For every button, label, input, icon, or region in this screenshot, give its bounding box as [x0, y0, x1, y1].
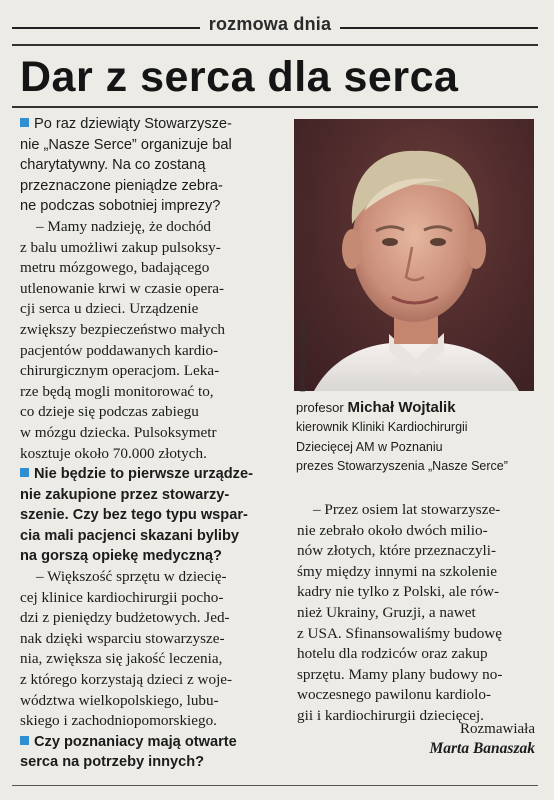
text-line: wództwa wielkopolskiego, lubu-: [20, 691, 219, 709]
text-line: nie „Nasze Serce” organizuje bal: [20, 136, 232, 153]
text-line: z USA. Sfinansowaliśmy budowę: [297, 624, 503, 642]
text-line: serca na potrzeby innych?: [20, 754, 205, 771]
caption-role-3: prezes Stowarzyszenia „Nasze Serce”: [296, 459, 508, 473]
bottom-rule: [12, 785, 538, 786]
text-line: – Mamy nadzieję, że dochód: [36, 217, 212, 235]
caption-name: Michał Wojtalik: [347, 399, 456, 416]
interview-question: [20, 732, 278, 773]
text-line: chirurgicznym operacjom. Lekа-: [20, 362, 220, 380]
text-line: nia, zwiększa się jakość leczenia,: [20, 650, 223, 668]
text-line: Nie będzie to pierwsze urządze-: [34, 466, 253, 483]
left-column: [20, 114, 278, 773]
caption-name-line: [296, 398, 536, 418]
text-line: nież Ukrainy, Gruzji, a nawet: [297, 603, 476, 621]
section-rubric: rozmowa dnia: [208, 14, 332, 34]
text-line: w mózgu dziecka. Pulsoksymetr: [20, 423, 217, 441]
text-line: śmy między innymi na szkolenie: [297, 562, 497, 580]
text-line: hotelu dla rodziców oraz zakup: [297, 645, 488, 663]
interview-answer: [20, 217, 278, 464]
text-line: cji serca u dzieci. Urządzenie: [20, 300, 199, 318]
interview-question: [20, 464, 278, 567]
text-line: ne podczas sobotniej imprezy?: [20, 198, 221, 215]
caption-title: profesor: [296, 400, 344, 415]
interview-question: [20, 114, 278, 217]
text-line: Czy poznaniacy mają otwarte: [34, 733, 237, 750]
text-line: szenie. Czy bez tego typu wspar-: [20, 507, 248, 524]
text-line: nak dzięki wsparciu stowarzysze-: [20, 629, 225, 647]
text-line: kosztuje około 70.000 złotych.: [20, 444, 207, 462]
portrait-illustration: [294, 119, 534, 391]
portrait-photo: [294, 119, 534, 391]
headline: Dar z serca dla serca: [20, 53, 459, 101]
text-line: – Większość sprzętu w dziecię-: [36, 568, 227, 586]
text-line: z którego korzystają dzieci z woje-: [20, 671, 233, 689]
caption-role-1: kierownik Kliniki Kardiochirurgii: [296, 420, 468, 434]
text-line: cia mali pacjenci skazani byliby: [20, 527, 240, 544]
right-column: [297, 500, 535, 727]
byline-author: Marta Banaszak: [429, 740, 535, 757]
text-line: z balu umożliwi zakup pulsoksy-: [20, 238, 221, 256]
photo-caption: [296, 398, 536, 477]
question-marker-icon: [20, 118, 29, 127]
text-line: na gorszą opiekę medyczną?: [20, 548, 222, 565]
text-line: nie zebrało około dwóch milio-: [297, 521, 488, 539]
text-line: dzi z pieniędzy budżetowych. Jed-: [20, 609, 230, 627]
text-line: metru mózgowego, badającego: [20, 259, 210, 277]
interview-answer: [20, 567, 278, 732]
byline: [297, 719, 535, 759]
text-line: nów złotych, które przeznaczyli-: [297, 542, 497, 560]
top-rule: [12, 44, 538, 46]
headline-rule: [12, 106, 538, 108]
caption-role-2: Dziecięcej AM w Poznaniu: [296, 439, 443, 454]
text-line: charytatywny. Na co zostaną: [20, 157, 206, 174]
text-line: utlenowanie krwi w czasie opera-: [20, 279, 225, 297]
text-line: przeznaczone pieniądze zebra-: [20, 177, 223, 194]
text-line: sprzętu. Mamy plany budowy no-: [297, 665, 503, 683]
text-line: – Przez osiem lat stowarzysze-: [313, 501, 501, 518]
text-line: rze będą mogli monitorować to,: [20, 382, 214, 400]
text-line: co dzieje się podczas zabiegu: [20, 403, 199, 421]
text-line: gii i kardiochirurgii dziecięcej.: [297, 706, 484, 724]
text-line: kadry nie tylko z Polski, ale rów-: [297, 583, 500, 601]
rubric-rule-right: [340, 27, 538, 29]
text-line: skiego i zachodniopomorskiego.: [20, 712, 217, 730]
question-marker-icon: [20, 468, 29, 477]
byline-label: Rozmawiała: [460, 721, 535, 737]
text-line: cej klinice kardiochirurgii pocho-: [20, 588, 224, 606]
question-marker-icon: [20, 736, 29, 745]
text-line: zwiększy bezpieczeństwo małych: [20, 320, 225, 338]
text-line: nie zakupione przez stowarzy-: [20, 486, 230, 503]
text-line: pacjentów poddawanych kardio-: [20, 341, 219, 359]
text-line: woczesnego pawilonu kardiolo-: [297, 686, 492, 704]
rubric-rule-left: [12, 27, 200, 29]
interview-answer: [297, 500, 535, 727]
text-line: Po raz dziewiąty Stowarzysze-: [34, 116, 232, 132]
